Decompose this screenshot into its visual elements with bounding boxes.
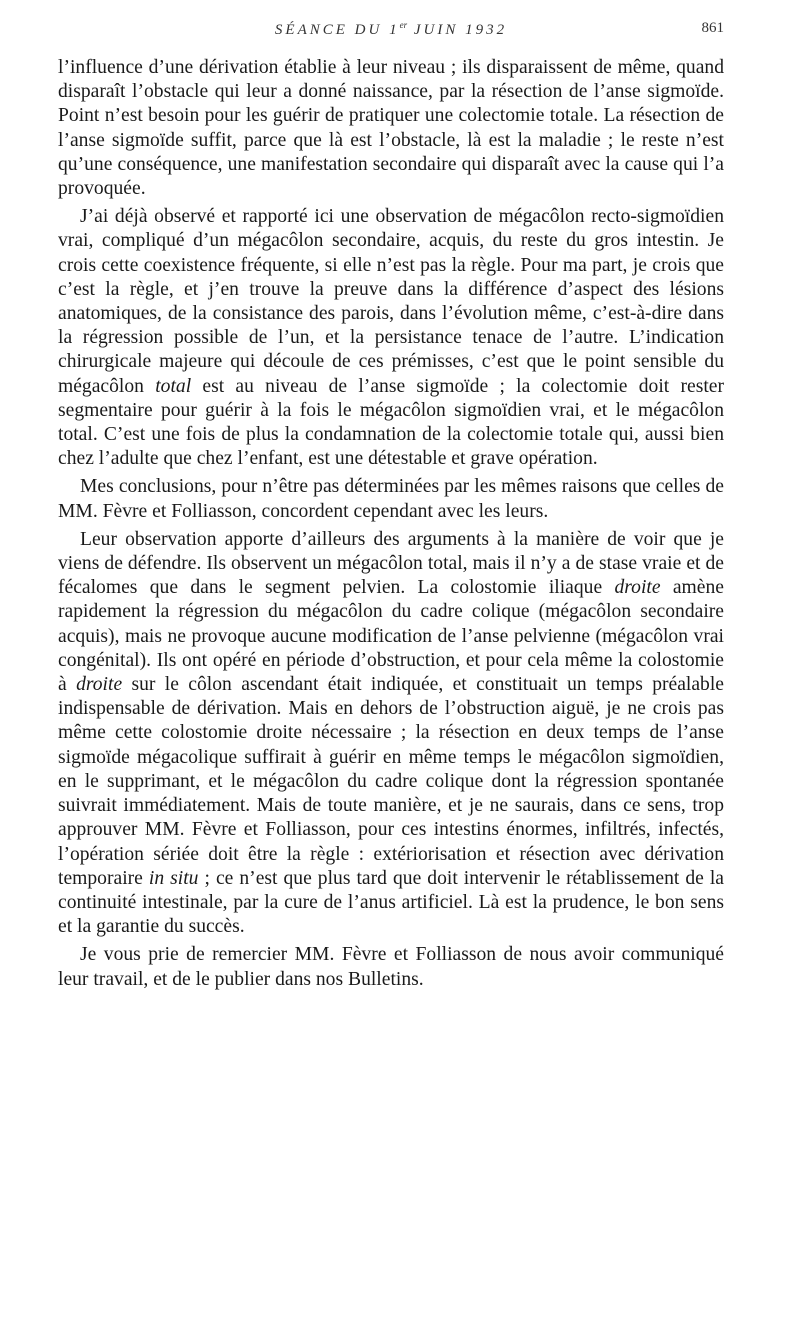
italic-text: total — [155, 375, 192, 397]
text-run: l’influence d’une dérivation établie à leur niveau ; ils disparaissent de même, quand disparaît l’obstacle qui leur a donné naissance, par la résection de l’anse sigmoïde. Point n’est besoin pour les guérir de pratiquer une colectomie totale. La résection de l’anse sigmoïde suffit, parce que là est l’obstacle, là est la maladie ; le reste n’est qu’une conséquence, une manifestation secondaire qui disparaît avec la cause qui l’a provoquée. — [58, 57, 724, 200]
body-text — [58, 56, 724, 996]
text-run: Leur observation apporte d’ailleurs des arguments à la manière de voir que je viens de défendre. Ils observent un mégacôlon total, mais il n’y a de stase vraie et de fécalomes que dans le segment pelvien. La colostomie iliaque — [58, 528, 724, 599]
paragraph — [58, 943, 724, 991]
paragraph — [58, 56, 724, 201]
text-run: sur le côlon ascendant était indiquée, et constituait un temps préalable indispensable de dérivation. Mais en dehors de l’obstruction aiguë, je ne crois pas même cette colostomie droite nécessaire ; la résection en deux temps de l’anse sigmoïde mégacolique suffirait à guérir en même temps le mégacôlon sigmoïdien, en le supprimant, et le mégacôlon du cadre colique dont la régression spontanée suivrait immédiatement. Mais de toute manière, et je ne saurais, dans ce sens, trop approuver MM. Fèvre et Folliasson, pour ces intestins énormes, infiltrés, infectés, l’opération sériée doit être la règle : extériorisation et résection avec dérivation temporaire — [58, 674, 724, 889]
text-run: ; ce n’est que plus tard que doit intervenir le rétablissement de la continuité intestinale, par la cure de l’anus artificiel. Là est la prudence, le bon sens et la garantie du succès. — [58, 867, 724, 938]
italic-text: droite — [76, 674, 123, 696]
italic-text: droite — [614, 577, 661, 599]
text-run: est au niveau de l’anse sigmoïde ; la colectomie doit rester segmentaire pour guérir à la fois le mégacôlon sigmoïdien vrai, et le mégacôlon total. C’est une fois de plus la condamnation de la colectomie totale qui, aussi bien chez l’adulte que chez l’enfant, est une détestable et grave opération. — [58, 375, 724, 470]
paragraph — [58, 205, 724, 471]
text-run: Mes conclusions, pour n’être pas déterminées par les mêmes raisons que celles de MM. Fèvre et Folliasson, concordent cependant avec les leurs. — [58, 476, 724, 522]
page-header — [58, 20, 724, 48]
italic-text: in situ — [148, 867, 199, 889]
running-title: SÉANCE DU 1er JUIN 1932 — [274, 20, 508, 38]
paragraph — [58, 475, 724, 523]
text-run: Je vous prie de remercier MM. Fèvre et Folliasson de nous avoir communiqué leur travail, et de le publier dans nos Bulletins. — [58, 944, 724, 990]
text-run: J’ai déjà observé et rapporté ici une observation de mégacôlon recto-sigmoïdien vrai, compliqué d’un mégacôlon secondaire, acquis, du reste du gros intestin. Je crois cette coexistence fréquente, si elle n’est pas la règle. Pour ma part, je crois que c’est la règle, et j’en trouve la preuve dans la différence d’aspect des lésions anatomiques, de la consistance des parois, dans l’évolution même, c’est-à-dire dans la régression possible de l’un, et la persistance tenace de l’autre. L’indication chirurgicale majeure qui découle de ces prémisses, c’est que le point sensible du mégacôlon — [58, 206, 724, 397]
page-number: 861 — [701, 20, 724, 36]
paragraph — [58, 528, 724, 939]
text-run: amène rapidement la régression du mégacôlon du cadre colique (mégacôlon secondaire acquis), mais ne provoque aucune modification de l’anse pelvienne (mégacôlon vrai congénital). Ils ont opéré en période d’obstruction, et pour cela même la colostomie à — [58, 577, 724, 696]
